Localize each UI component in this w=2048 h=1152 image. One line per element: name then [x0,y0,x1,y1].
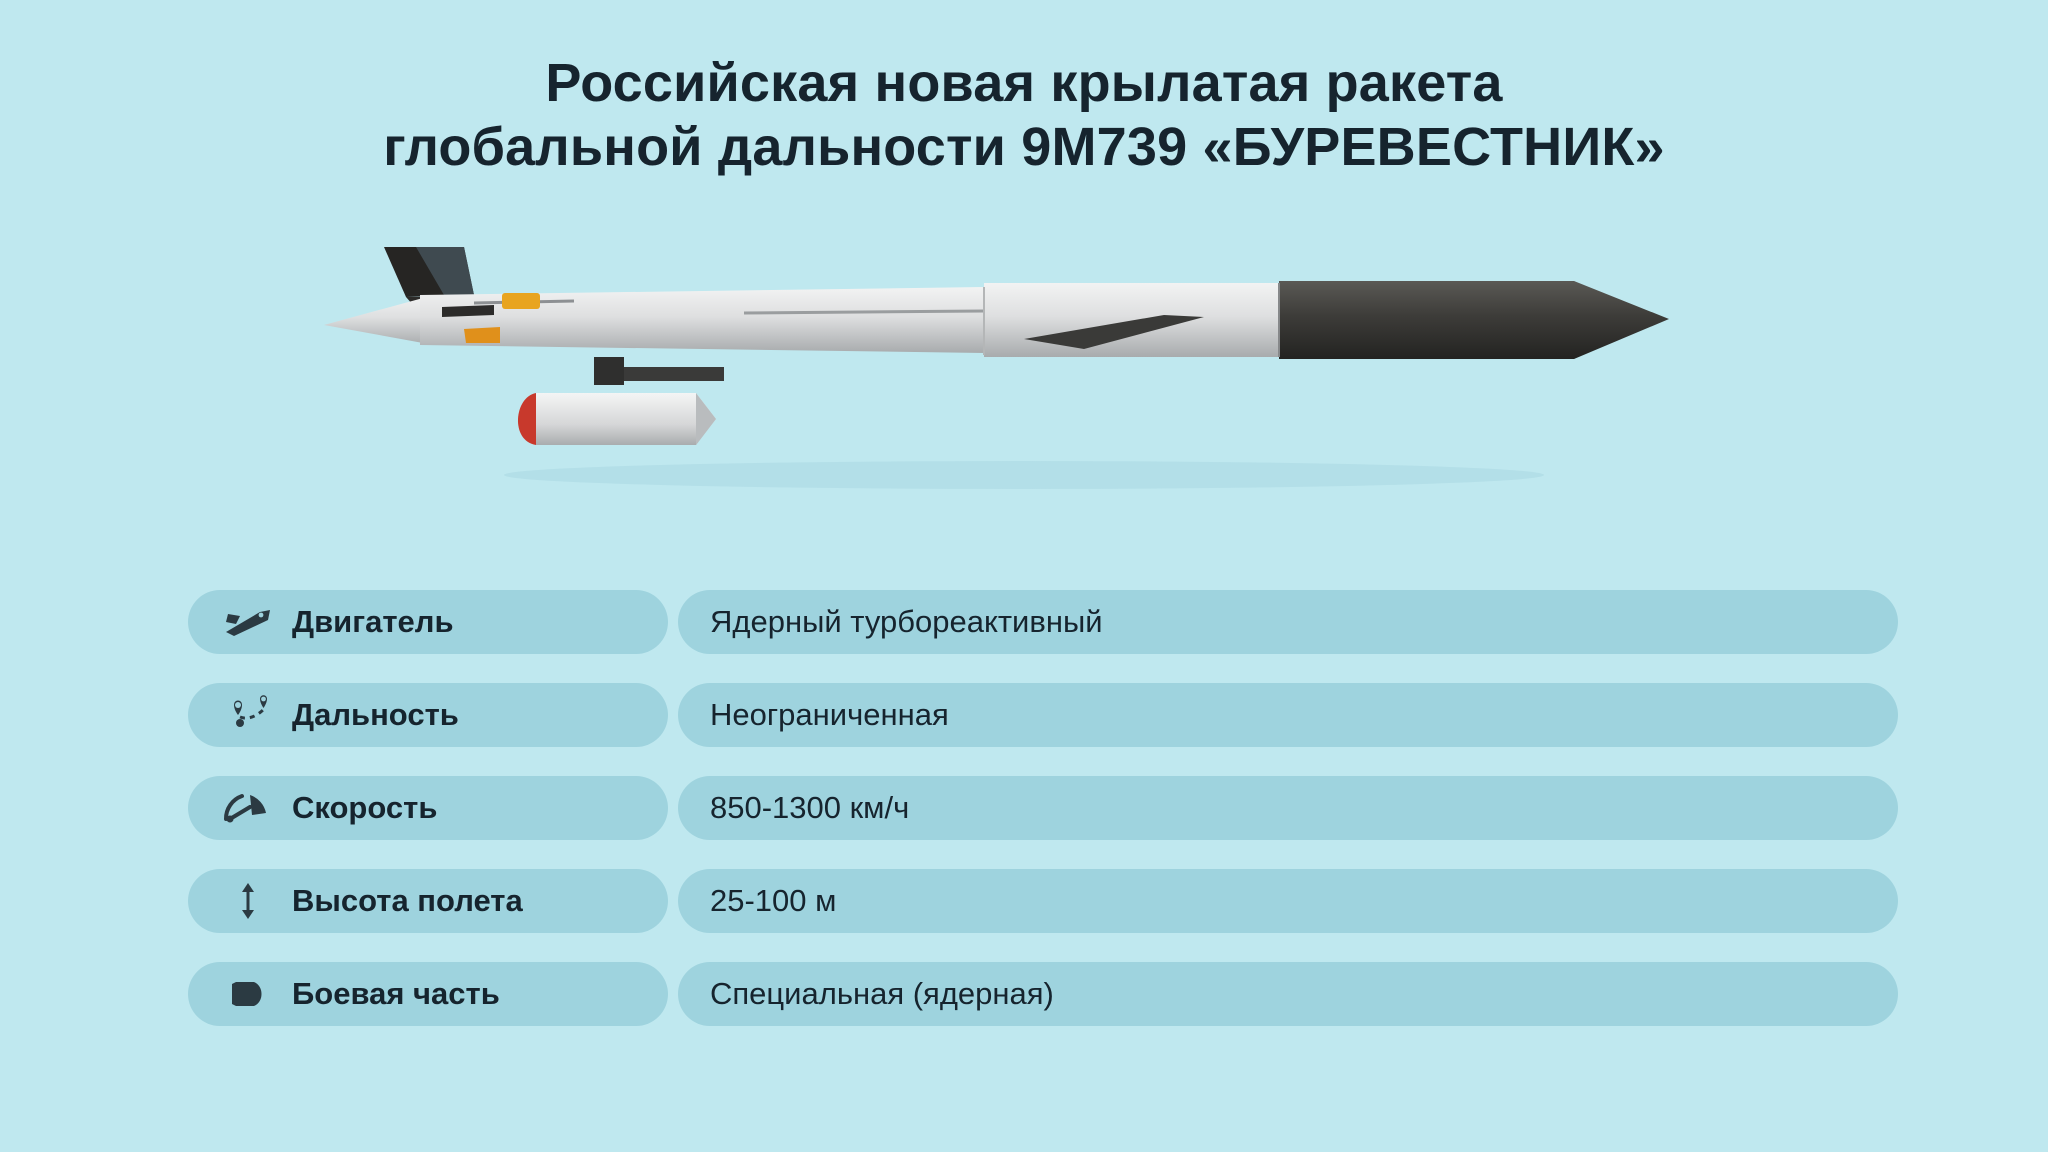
spec-label-range [188,683,668,747]
spec-value-text: Специальная (ядерная) [710,976,1054,1011]
table-row [188,590,1898,654]
warhead-icon [212,968,284,1020]
spec-label-text: Дальность [292,697,459,732]
spec-value-engine [678,590,1898,654]
title-line-1: Российская новая крылатая ракета [545,53,1503,113]
table-row [188,869,1898,933]
vertical-arrow-icon [212,875,284,927]
page-title [0,0,2048,179]
table-row [188,962,1898,1026]
title-line-2: глобальной дальности 9М739 «БУРЕВЕСТНИК» [383,116,1665,177]
missile-illustration [0,217,2048,517]
speedometer-icon [212,782,284,834]
spec-label-text: Скорость [292,790,438,825]
cruise-missile-icon [324,217,1724,507]
table-row [188,776,1898,840]
spec-label-engine [188,590,668,654]
table-row [188,683,1898,747]
spec-value-altitude [678,869,1898,933]
spec-table [188,590,1898,1055]
spec-value-range [678,683,1898,747]
spec-label-speed [188,776,668,840]
spec-label-text: Боевая часть [292,976,500,1011]
route-range-icon [212,689,284,741]
spec-label-warhead [188,962,668,1026]
spec-value-text: 850-1300 км/ч [710,790,910,825]
spec-value-text: Ядерный турбореактивный [710,604,1103,639]
spec-label-text: Двигатель [292,604,454,639]
spec-value-text: Неограниченная [710,697,949,732]
spec-value-text: 25-100 м [710,883,837,918]
spec-label-text: Высота полета [292,883,523,918]
spec-label-altitude [188,869,668,933]
missile-icon [212,596,284,648]
spec-value-speed [678,776,1898,840]
spec-value-warhead [678,962,1898,1026]
